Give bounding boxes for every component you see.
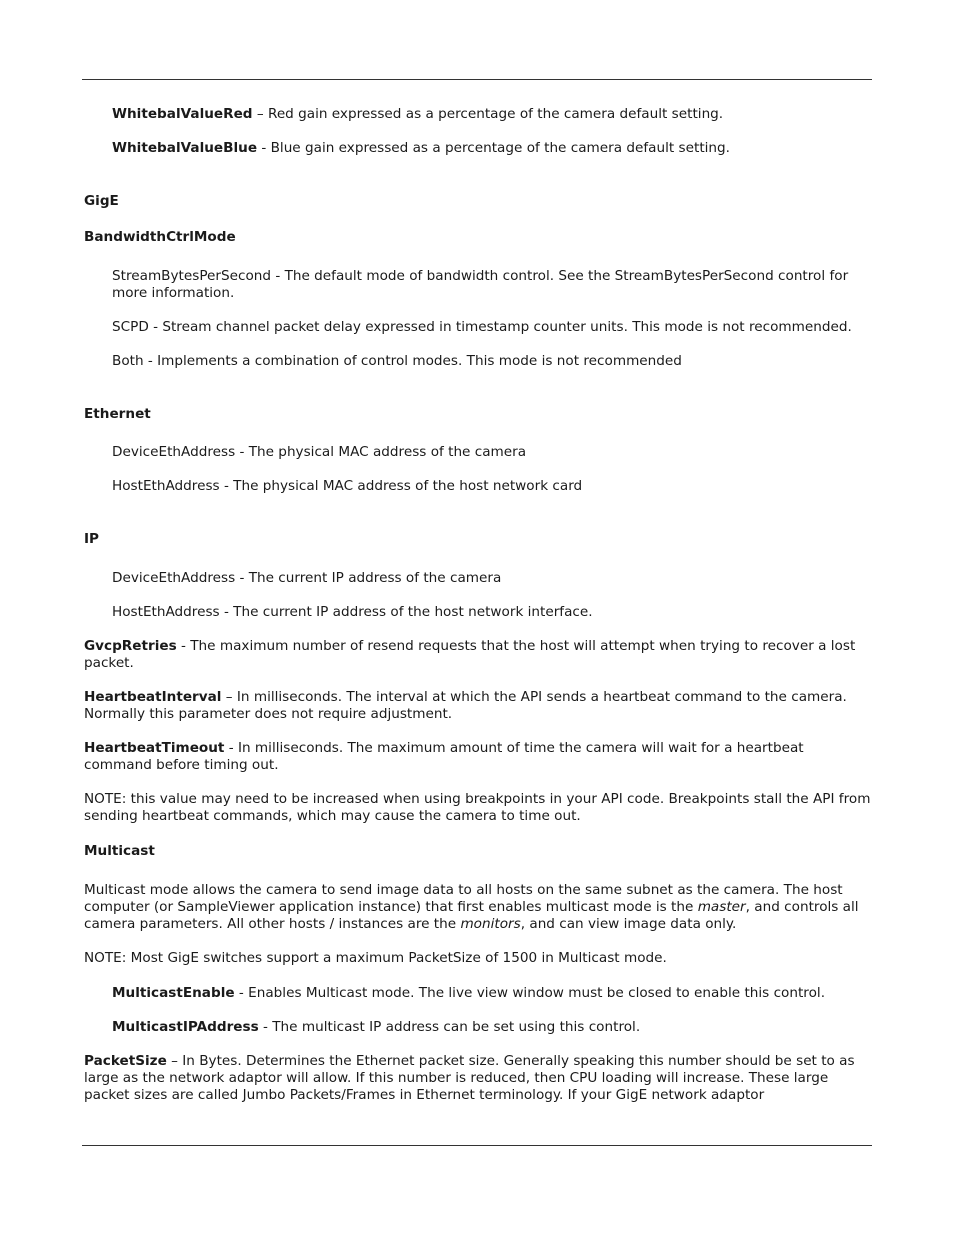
monitors-term: monitors [460,916,521,932]
bandwidth-item: Both - Implements a combination of control modes. This mode is not recommended [112,353,682,369]
bandwidth-item: SCPD - Stream channel packet delay expressed in timestamp counter units. This mode is not recommended. [112,319,852,335]
multicast-enable-desc: - Enables Multicast mode. The live view window must be closed to enable this control. [234,985,826,1001]
packet-size-entry [84,1053,872,1104]
heartbeat-interval-desc: – In milliseconds. The interval at which the API sends a heartbeat command to the camera. Normally this parameter does not require adjustment. [84,689,847,722]
multicast-enable-entry [112,985,872,1002]
multicast-heading: Multicast [84,843,155,859]
master-term: master [697,899,746,915]
footer-rule [82,1145,872,1146]
multicast-ip-desc: - The multicast IP address can be set using this control. [258,1019,641,1035]
gige-heading: GigE [84,193,119,209]
ip-heading: IP [84,531,100,547]
gvcp-retries-entry [84,638,872,672]
gvcp-retries-desc: - The maximum number of resend requests that the host will attempt when trying to recover a lost packet. [84,638,856,671]
heartbeat-timeout-term: HeartbeatTimeout [84,740,225,756]
heartbeat-interval-term: HeartbeatInterval [84,689,222,705]
whitebal-blue-entry [112,140,872,157]
whitebal-blue-term: WhitebalValueBlue [112,140,258,156]
multicast-ip-term: MulticastIPAddress [112,1019,259,1035]
gvcp-retries-term: GvcpRetries [84,638,177,654]
packet-size-desc: – In Bytes. Determines the Ethernet packet size. Generally speaking this number should be set to as large as the network adaptor will allow. If this number is reduced, then CPU loading will increase. These large packet sizes are called Jumbo Packets/Frames in Ethernet terminology. If your GigE network adaptor [84,1053,855,1103]
header-rule [82,79,872,80]
whitebal-blue-desc: - Blue gain expressed as a percentage of the camera default setting. [257,140,730,156]
heartbeat-interval-entry [84,689,872,723]
ethernet-item: DeviceEthAddress - The physical MAC address of the camera [112,444,527,460]
ip-item: DeviceEthAddress - The current IP address of the camera [112,570,502,586]
ip-item: HostEthAddress - The current IP address of the host network interface. [112,604,593,620]
multicast-ip-entry [112,1019,872,1036]
whitebal-red-term: WhitebalValueRed [112,106,253,122]
page-body [84,106,872,1104]
bandwidth-item: StreamBytesPerSecond - The default mode of bandwidth control. See the StreamBytesPerSecond control for more information. [112,268,849,301]
heartbeat-timeout-entry [84,740,872,774]
ethernet-heading: Ethernet [84,406,151,422]
whitebal-red-entry [112,106,872,123]
ethernet-item: HostEthAddress - The physical MAC address of the host network card [112,478,583,494]
bandwidth-heading: BandwidthCtrlMode [84,229,236,245]
heartbeat-timeout-desc: - In milliseconds. The maximum amount of time the camera will wait for a heartbeat command before timing out. [84,740,804,773]
multicast-enable-term: MulticastEnable [112,985,235,1001]
heartbeat-note: NOTE: this value may need to be increased when using breakpoints in your API code. Breakpoints stall the API from sending heartbeat commands, which may cause the camera to time out. [84,791,871,824]
multicast-note: NOTE: Most GigE switches support a maximum PacketSize of 1500 in Multicast mode. [84,950,667,966]
packet-size-term: PacketSize [84,1053,167,1069]
whitebal-red-desc: – Red gain expressed as a percentage of the camera default setting. [252,106,724,122]
multicast-description: Multicast mode allows the camera to send image data to all hosts on the same subnet as the camera. The host computer (or SampleViewer application instance) that first enables multicast mode is the master, and controls all camera parameters. All other hosts / instances are the monitors, and can view image data only. [84,882,859,932]
